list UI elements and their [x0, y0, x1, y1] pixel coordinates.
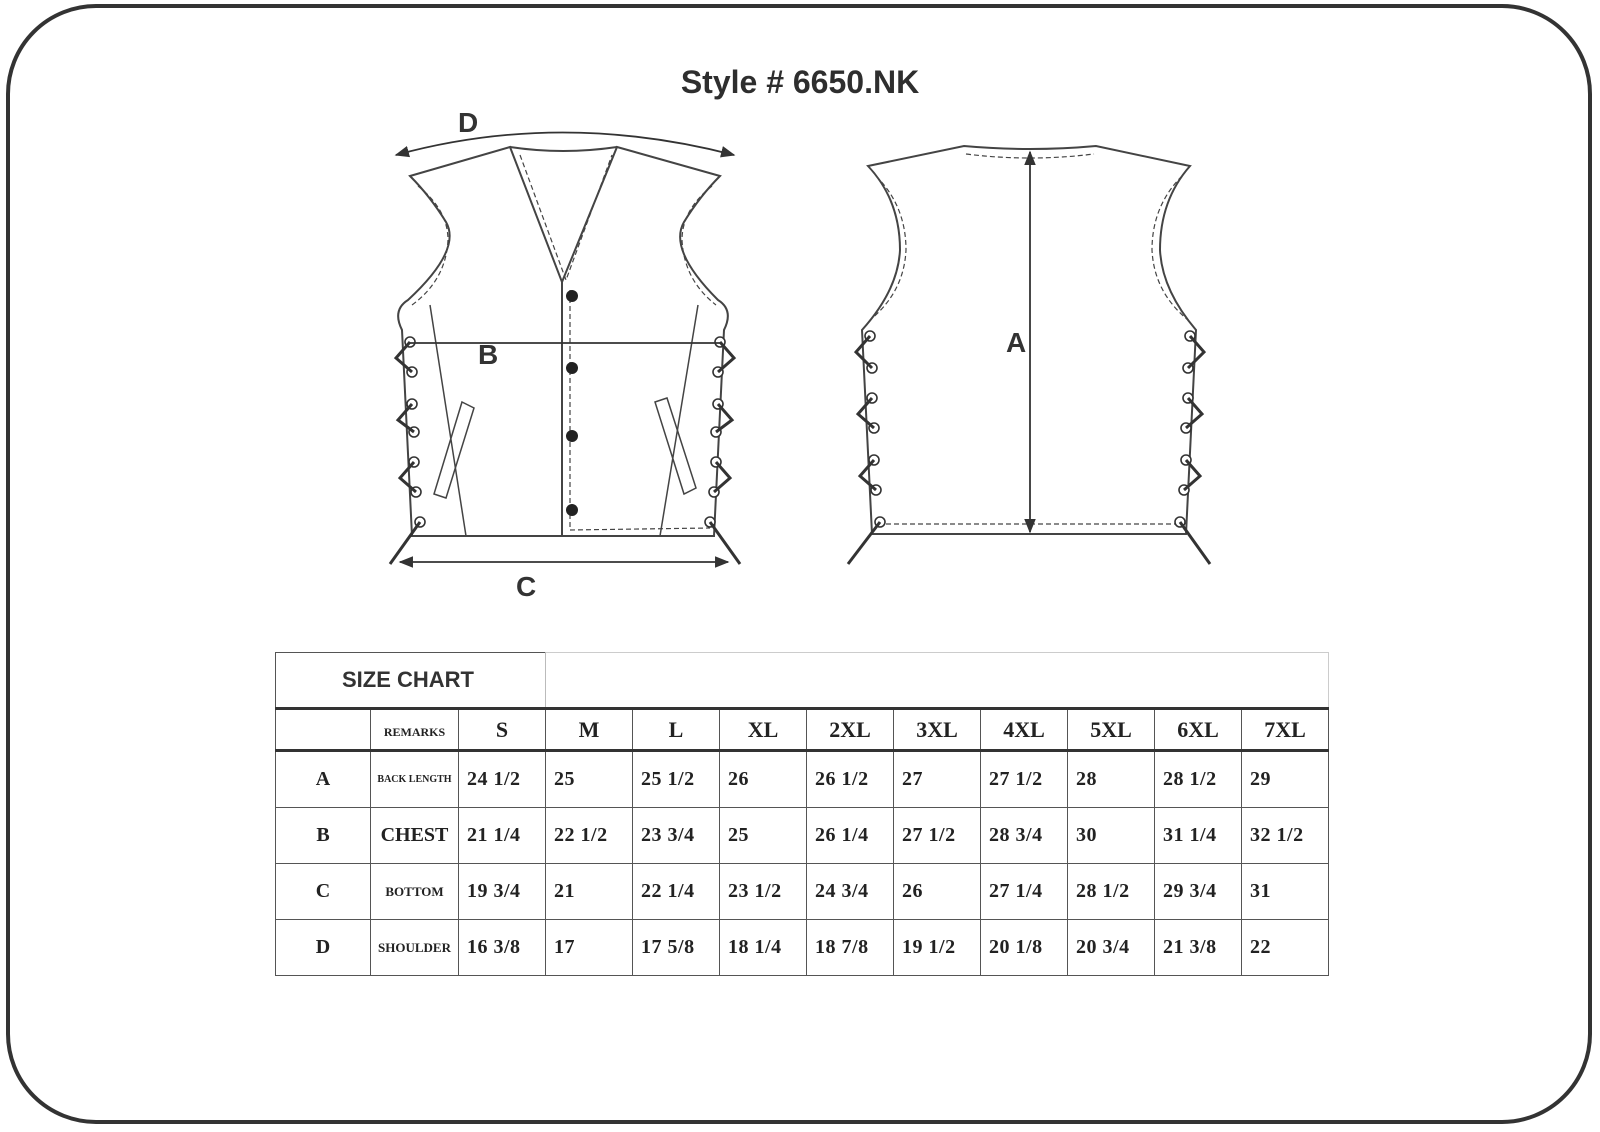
table-cell: 26 1/4 — [807, 808, 894, 864]
table-cell: 19 3/4 — [459, 864, 546, 920]
style-title: Style # 6650.NK — [680, 64, 920, 100]
row-letter: A — [276, 751, 371, 808]
dimension-label-d: D — [458, 107, 479, 138]
table-cell: 17 — [546, 920, 633, 976]
size-header: 7XL — [1242, 709, 1329, 751]
table-cell: 26 — [720, 751, 807, 808]
table-cell: 22 1/2 — [546, 808, 633, 864]
row-remark: BACK LENGTH — [371, 751, 459, 808]
size-header: 3XL — [894, 709, 981, 751]
size-header: 6XL — [1155, 709, 1242, 751]
table-cell: 18 7/8 — [807, 920, 894, 976]
row-remark: CHEST — [371, 808, 459, 864]
row-letter: D — [276, 920, 371, 976]
table-row-shoulder — [276, 920, 1329, 976]
vest-back-view — [862, 146, 1196, 534]
size-header: 5XL — [1068, 709, 1155, 751]
table-cell: 20 1/8 — [981, 920, 1068, 976]
row-remark: SHOULDER — [371, 920, 459, 976]
size-header: 2XL — [807, 709, 894, 751]
table-cell: 21 1/4 — [459, 808, 546, 864]
table-cell: 23 1/2 — [720, 864, 807, 920]
size-header: XL — [720, 709, 807, 751]
table-cell: 28 — [1068, 751, 1155, 808]
header-blank-cell — [276, 709, 371, 751]
dimension-label-c: C — [516, 571, 537, 602]
remarks-header: REMARKS — [371, 709, 459, 751]
table-cell: 20 3/4 — [1068, 920, 1155, 976]
table-row-chest — [276, 808, 1329, 864]
table-cell: 22 1/4 — [633, 864, 720, 920]
table-cell: 30 — [1068, 808, 1155, 864]
size-header: L — [633, 709, 720, 751]
size-chart-table — [275, 652, 1329, 976]
row-letter: B — [276, 808, 371, 864]
table-cell: 21 — [546, 864, 633, 920]
table-cell: 29 — [1242, 751, 1329, 808]
table-cell: 19 1/2 — [894, 920, 981, 976]
size-chart-title-row — [276, 653, 1329, 709]
table-cell: 23 3/4 — [633, 808, 720, 864]
table-cell: 31 — [1242, 864, 1329, 920]
size-header-row — [276, 709, 1329, 751]
table-cell: 28 1/2 — [1068, 864, 1155, 920]
table-cell: 27 1/4 — [981, 864, 1068, 920]
table-cell: 32 1/2 — [1242, 808, 1329, 864]
table-cell: 28 1/2 — [1155, 751, 1242, 808]
table-cell: 25 — [720, 808, 807, 864]
row-remark: BOTTOM — [371, 864, 459, 920]
size-chart-title-blank — [546, 653, 1329, 709]
table-cell: 25 — [546, 751, 633, 808]
table-row-bottom — [276, 864, 1329, 920]
table-cell: 31 1/4 — [1155, 808, 1242, 864]
table-cell: 25 1/2 — [633, 751, 720, 808]
table-cell: 24 3/4 — [807, 864, 894, 920]
dimension-label-a: A — [1006, 327, 1027, 358]
table-cell: 21 3/8 — [1155, 920, 1242, 976]
table-cell: 29 3/4 — [1155, 864, 1242, 920]
table-cell: 24 1/2 — [459, 751, 546, 808]
table-cell: 28 3/4 — [981, 808, 1068, 864]
row-letter: C — [276, 864, 371, 920]
table-cell: 26 — [894, 864, 981, 920]
table-cell: 22 — [1242, 920, 1329, 976]
size-header: M — [546, 709, 633, 751]
table-cell: 18 1/4 — [720, 920, 807, 976]
table-cell: 17 5/8 — [633, 920, 720, 976]
size-header: 4XL — [981, 709, 1068, 751]
size-header: S — [459, 709, 546, 751]
dimension-label-b: B — [478, 339, 499, 370]
table-row-back-length — [276, 751, 1329, 808]
table-cell: 26 1/2 — [807, 751, 894, 808]
vest-front-view — [398, 147, 728, 536]
table-cell: 16 3/8 — [459, 920, 546, 976]
table-cell: 27 1/2 — [981, 751, 1068, 808]
table-cell: 27 1/2 — [894, 808, 981, 864]
size-chart-title: SIZE CHART — [276, 653, 546, 709]
table-cell: 27 — [894, 751, 981, 808]
